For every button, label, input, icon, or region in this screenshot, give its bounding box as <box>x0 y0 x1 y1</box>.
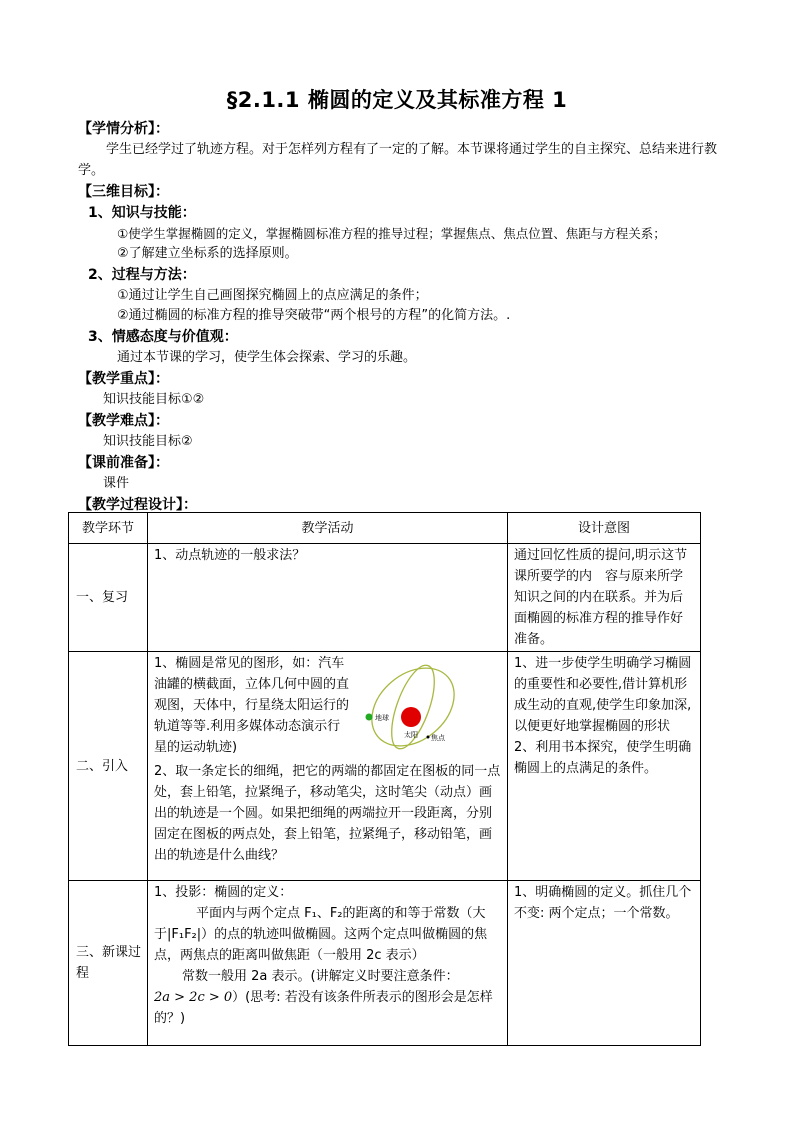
heading-qinggan: 3、情感态度与价值观： <box>88 329 238 345</box>
activity-intro-1: 1、椭圆是常见的图形，如：汽车油罐的横截面，立体几何中圆的直观图，天体中，行星绕太阳运行的轨道等等.利用多媒体动态演示行星的运动轨迹) <box>154 656 350 755</box>
zhishi-item-1: ①使学生掌握椭圆的定义，掌握椭圆标准方程的推导过程；掌握焦点、焦点位置、焦距与方程关系； <box>117 226 666 241</box>
stage-new-lesson: 三、新课过程 <box>69 881 148 1046</box>
table-row <box>69 652 701 881</box>
condition-tail: ）(思考: 若没有该条件所表示的图形会是怎样的？) <box>154 990 493 1026</box>
table-row <box>69 544 701 652</box>
xueqing-text: 学生已经学过了轨迹方程。对于怎样列方程有了一定的了解。本节课将通过学生的自主探究、总结来进行教学。 <box>78 142 718 178</box>
table-header-row <box>69 513 701 544</box>
focus-label: 焦点 <box>431 734 445 742</box>
qinggan-text: 通过本节课的学习，使学生体会探索、学习的乐趣。 <box>117 350 417 365</box>
heading-xueqing: 【学情分析】： <box>78 121 169 137</box>
planet-orbit-diagram <box>358 657 470 757</box>
guocheng-item-1: ①通过让学生自己画图探究椭圆上的点应满足的条件； <box>117 288 428 303</box>
table-row <box>69 881 701 1046</box>
zhongdian-text: 知识技能目标①② <box>103 392 205 407</box>
zhunbei-text: 课件 <box>103 476 130 491</box>
guocheng-item-2: ②通过椭圆的标准方程的推导突破带“两个根号的方程”的化简方法。. <box>117 308 511 323</box>
heading-guocheng: 2、过程与方法： <box>88 267 196 283</box>
earth-icon <box>366 714 373 721</box>
intent-new-lesson: 1、明确椭圆的定义。抓住几个不变: 两个定点；一个常数。 <box>508 881 701 1046</box>
zhishi-item-2: ②了解建立坐标系的选择原则。 <box>117 246 298 261</box>
stage-review: 一、复习 <box>69 544 148 652</box>
intent-intro-2: 2、利用书本探究，使学生明确椭圆上的点满足的条件。 <box>514 740 692 776</box>
activity-intro-2: 2、取一条定长的细绳，把它的两端的都固定在图板的同一点处，套上铅笔，拉紧绳子，移动笔尖，这时笔尖（动点）画出的轨迹是一个圆。如果把细绳的两端拉开一段距离，分别固定在图板的两点处，套上铅笔，拉紧绳子，移动铅笔，画出的轨迹是什么曲线？ <box>154 764 501 863</box>
page-title: §2.1.1 椭圆的定义及其标准方程 1 <box>226 88 568 112</box>
heading-zhunbei: 【课前准备】： <box>78 455 169 471</box>
condition-line <box>154 987 501 1029</box>
definition-title: 1、投影：椭圆的定义： <box>154 885 293 900</box>
heading-zhishi: 1、知识与技能： <box>88 205 196 221</box>
intent-review: 通过回忆性质的提问,明示这节课所要学的内 容与原来所学知识之间的内在联系。并为后面椭圆的标准方程的推导作好准备。 <box>508 544 701 652</box>
condition-formula: 2a > 2c > 0 <box>154 990 233 1005</box>
lesson-plan-table <box>68 512 701 1046</box>
earth-label: 地球 <box>375 714 389 722</box>
constant-note: 常数一般用 2a 表示。(讲解定义时要注意条件： <box>182 969 459 984</box>
activity-intro <box>148 652 508 881</box>
header-activity: 教学活动 <box>148 513 508 544</box>
heading-sheji: 【教学过程设计】： <box>78 497 197 513</box>
nandian-text: 知识技能目标② <box>103 434 193 449</box>
heading-sanwei: 【三维目标】： <box>78 184 169 200</box>
heading-zhongdian: 【教学重点】： <box>78 371 169 387</box>
sun-icon <box>401 707 421 727</box>
focus-point <box>427 736 430 739</box>
header-intent: 设计意图 <box>508 513 701 544</box>
activity-new-lesson <box>148 881 508 1046</box>
intent-intro-1: 1、进一步使学生明确学习椭圆的重要性和必要性,借计算机形成生动的直观,使学生印象加深,以便更好地掌握椭圆的形状 <box>514 656 692 734</box>
header-stage: 教学环节 <box>69 513 148 544</box>
intent-intro <box>508 652 701 881</box>
stage-intro: 二、引入 <box>69 652 148 881</box>
heading-nandian: 【教学难点】： <box>78 413 169 429</box>
definition-text: 平面内与两个定点 F₁、F₂的距离的和等于常数（大于|F₁F₂|）的点的轨迹叫做椭圆。这两个定点叫做椭圆的焦点，两焦点的距离叫做焦距（一般用 2c 表示） <box>154 906 488 963</box>
sun-label: 太阳 <box>404 731 418 739</box>
orbit-ellipse-outer <box>358 657 469 757</box>
activity-review: 1、动点轨迹的一般求法？ <box>148 544 508 652</box>
